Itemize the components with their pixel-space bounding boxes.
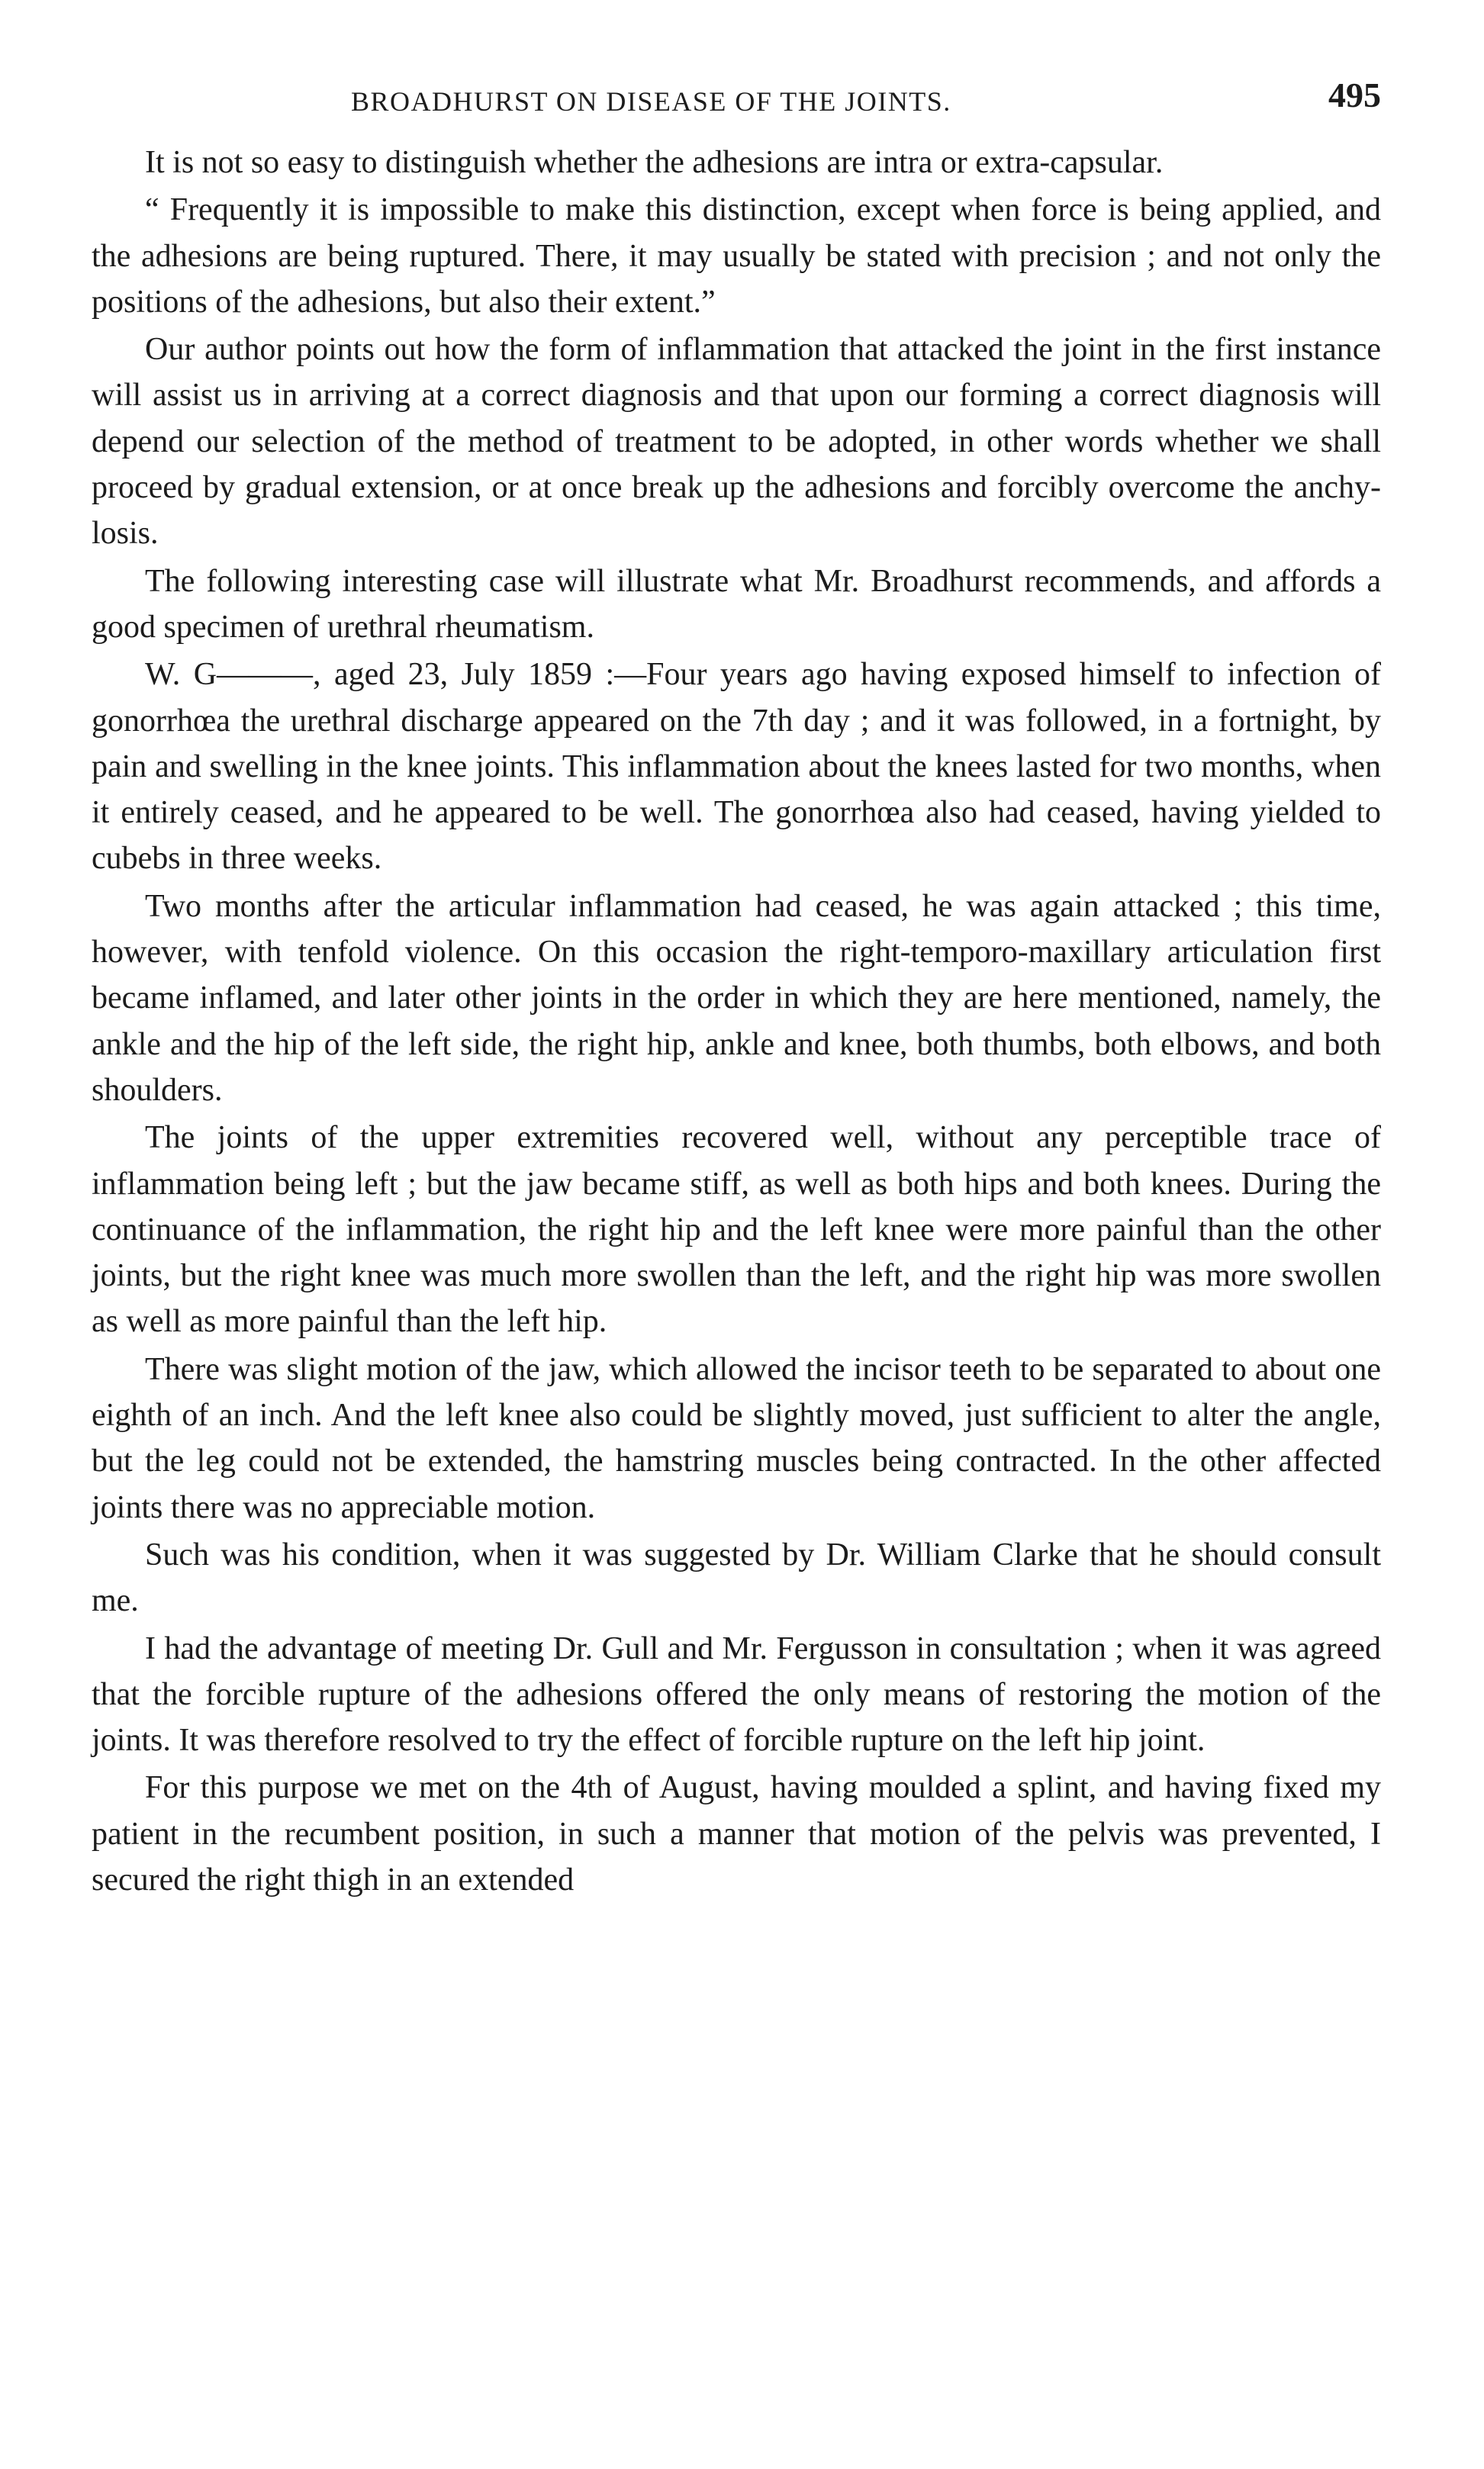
paragraph-11: For this purpose we met on the 4th of August, having moulded a splint, and having fixed my patient in the recumbent position, in such a manner that motion of the pelvis was prevented, I secured the right thigh in an extended — [92, 1770, 1381, 1898]
page-header — [92, 72, 1381, 118]
paragraph-7: The joints of the upper extremities recovered well, without any perceptible trace of inflammation being left ; but the jaw became stiff, as well as both hips and both knees. During the continuance of the inflammation, the right hip and the left knee were more painful than the other joints, but the right knee was much more swollen than the left, and the right hip was more swollen as well as more painful than the left hip. — [92, 1120, 1381, 1340]
paragraph-9: Such was his condition, when it was suggested by Dr. William Clarke that he should consult me. — [92, 1537, 1381, 1619]
paragraph-8: There was slight motion of the jaw, which allowed the incisor teeth to be separated to about one eighth of an inch. And the left knee also could be slightly moved, just sufficient to alter the angle, but the leg could not be extended, the hamstring muscles being contracted. In the other affected joints there was no appreciable motion. — [92, 1351, 1381, 1525]
paragraph-1: It is not so easy to distinguish whether the adhesions are intra or extra-capsular. — [145, 145, 1164, 180]
paragraph-4: The following interesting case will illustrate what Mr. Broadhurst recommends, and affords a good specimen of urethral rheumatism. — [92, 563, 1381, 645]
paragraph-3: Our author points out how the form of inflammation that attacked the joint in the first instance will assist us in arriving at a correct diagnosis and that upon our forming a correct diagnosis will depend our selection of the method of treatment to be adopted, in other words whether we shall proceed by gradual extension, or at once break up the adhesions and forcibly overcome the anchylosis. — [92, 332, 1381, 552]
paragraph-2: “ Frequently it is impossible to make this distinction, except when force is being applied, and the adhesions are being ruptured. There, it may usually be stated with precision ; and not only the positions of the adhesions, but also their extent.” — [92, 192, 1381, 320]
paragraph-10: I had the advantage of meeting Dr. Gull and Mr. Fergusson in consultation ; when it was agreed that the forcible rupture of the adhesions offered the only means of restoring the motion of the joints. It was therefore resolved to try the effect of forcible rupture on the left hip joint. — [92, 1630, 1381, 1759]
paragraph-6: Two months after the articular inflammation had ceased, he was again attacked ; this time, however, with tenfold violence. On this occasion the right-temporo-maxillary articulation first became inflamed, and later other joints in the order in which they are here mentioned, namely, the ankle and the hip of the left side, the right hip, ankle and knee, both thumbs, both elbows, and both shoulders. — [92, 888, 1381, 1108]
running-head: BROADHURST ON DISEASE OF THE JOINTS. — [351, 86, 951, 117]
body-text — [92, 140, 1381, 1903]
page-number: 495 — [1328, 76, 1381, 114]
paragraph-5: W. G———, aged 23, July 1859 :—Four years ago having exposed himself to infection of gonorrhœa the urethral discharge appeared on the 7th day ; and it was followed, in a fortnight, by pain and swelling in the knee joints. This inflammation about the knees lasted for two months, when it entirely ceased, and he appeared to be well. The gonorrhœa also had ceased, having yielded to cubebs in three weeks. — [92, 657, 1381, 877]
book-page — [92, 72, 1381, 2438]
